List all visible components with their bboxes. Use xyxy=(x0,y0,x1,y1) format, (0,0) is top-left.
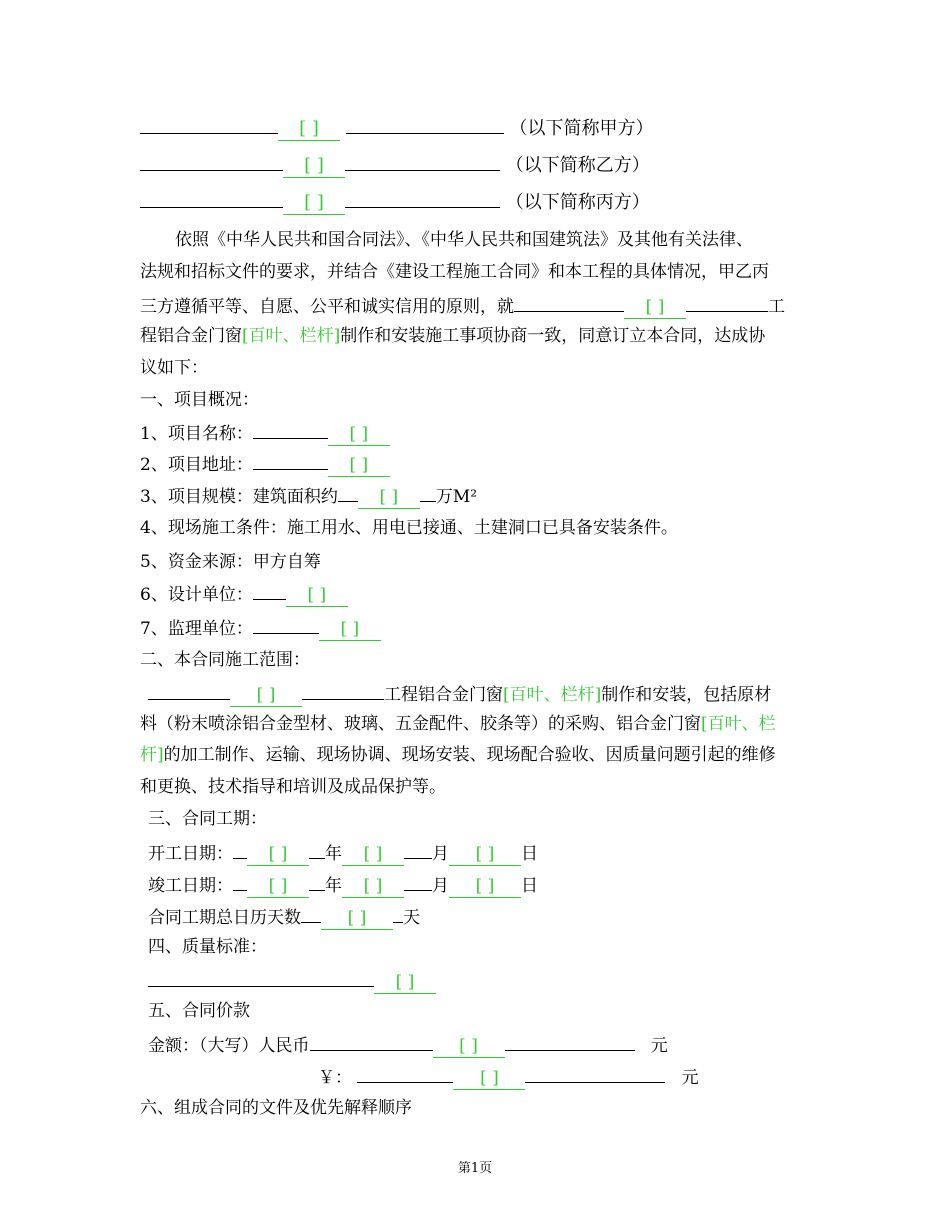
project-scale-placeholder[interactable]: [ ] xyxy=(358,486,420,509)
project-name-label: 1、项目名称： xyxy=(140,424,253,444)
blank-line[interactable] xyxy=(302,681,384,700)
intro-line-2: 法规和招标文件的要求，并结合《建设工程施工合同》和本工程的具体情况，甲乙丙 xyxy=(140,262,769,282)
start-date-label: 开工日期： xyxy=(148,844,233,864)
section-3-title: 三、合同工期： xyxy=(148,809,267,829)
yuan-label: 元 xyxy=(681,1068,699,1088)
party-c-suffix: （以下简称丙方） xyxy=(505,192,650,213)
intro-line-3-end: 工 xyxy=(768,297,785,317)
start-date-row xyxy=(148,840,538,866)
intro-line-3 xyxy=(140,293,785,319)
blank-line[interactable] xyxy=(310,1032,433,1051)
page-number: 第1页 xyxy=(457,1161,493,1176)
project-address-placeholder[interactable]: [ ] xyxy=(328,454,390,477)
blinds-railings-note-end: 杆] xyxy=(140,745,164,765)
blank-line[interactable] xyxy=(148,681,230,700)
blank-line[interactable] xyxy=(253,420,328,439)
total-days-placeholder[interactable]: [ ] xyxy=(321,907,393,930)
blank-line[interactable] xyxy=(346,115,504,134)
scope-line-3 xyxy=(140,744,776,766)
party-b-line xyxy=(140,152,650,178)
amount-figures-row xyxy=(318,1064,699,1090)
day-label: 日 xyxy=(521,844,538,864)
party-a-line xyxy=(140,115,653,141)
party-c-line xyxy=(140,189,650,215)
supervision-unit-row xyxy=(140,615,381,641)
rmb-symbol: ￥： xyxy=(318,1068,352,1088)
party-c-placeholder[interactable]: [ ] xyxy=(283,192,345,215)
blank-line[interactable] xyxy=(233,840,247,859)
blank-line[interactable] xyxy=(345,189,500,208)
amount-words-label: 金额：（大写）人民币 xyxy=(148,1036,310,1056)
scope-line-1-rest: 制作和安装，包括原材 xyxy=(601,685,772,705)
blank-line[interactable] xyxy=(345,152,500,171)
section-6-title: 六、组成合同的文件及优先解释顺序 xyxy=(140,1098,412,1118)
blinds-railings-note: [百叶、栏杆] xyxy=(242,326,341,346)
supervision-unit-label: 7、监理单位： xyxy=(140,619,253,639)
scope-line-3-text: 的加工制作、运输、现场协调、现场安装、现场配合验收、因质量问题引起的维修 xyxy=(163,745,776,765)
blank-line[interactable] xyxy=(253,451,328,470)
blank-line[interactable] xyxy=(301,904,321,923)
scope-line-2 xyxy=(140,713,776,735)
supervision-unit-placeholder[interactable]: [ ] xyxy=(319,618,381,641)
amount-words-row xyxy=(148,1032,668,1058)
design-unit-placeholder[interactable]: [ ] xyxy=(286,584,348,607)
blank-line[interactable] xyxy=(404,840,432,859)
intro-line-1: 依照《中华人民共和国合同法》、《中华人民共和国建筑法》及其他有关法律、 xyxy=(175,230,753,250)
day-label: 日 xyxy=(521,876,538,896)
yuan-label: 元 xyxy=(650,1036,668,1056)
section-1-title: 一、项目概况： xyxy=(140,390,259,410)
scope-line-4: 和更换、技术指导和培训及成品保护等。 xyxy=(140,777,446,797)
scope-line-1-text: 工程铝合金门窗 xyxy=(384,685,503,705)
intro-line-4 xyxy=(140,325,765,347)
amount-figures-placeholder[interactable]: [ ] xyxy=(453,1067,525,1090)
intro-line-3-text: 三方遵循平等、自愿、公平和诚实信用的原则，就 xyxy=(140,297,514,317)
section-5-title: 五、合同价款 xyxy=(148,1001,250,1021)
end-year-placeholder[interactable]: [ ] xyxy=(247,875,309,898)
intro-line-5: 议如下： xyxy=(140,358,208,378)
blank-line[interactable] xyxy=(233,872,247,891)
scope-line-2-text: 料（粉末喷涂铝合金型材、玻璃、五金配件、胶条等）的采购、铝合金门窗 xyxy=(140,714,701,734)
scope-project-placeholder[interactable]: [ ] xyxy=(230,684,302,707)
section-4-title: 四、质量标准： xyxy=(148,937,267,957)
blank-line[interactable] xyxy=(514,293,624,312)
party-b-suffix: （以下简称乙方） xyxy=(505,155,650,176)
year-label: 年 xyxy=(325,876,342,896)
blinds-railings-note: [百叶、栏 xyxy=(701,714,776,734)
blank-line[interactable] xyxy=(686,293,768,312)
blank-line[interactable] xyxy=(393,904,403,923)
end-day-placeholder[interactable]: [ ] xyxy=(449,875,521,898)
section-2-title: 二、本合同施工范围： xyxy=(140,650,310,670)
blank-line[interactable] xyxy=(357,1064,453,1083)
project-placeholder[interactable]: [ ] xyxy=(624,296,686,319)
blinds-railings-note: [百叶、栏杆] xyxy=(503,685,602,705)
month-label: 月 xyxy=(432,844,449,864)
start-day-placeholder[interactable]: [ ] xyxy=(449,843,521,866)
party-a-suffix: （以下简称甲方） xyxy=(509,118,654,139)
intro-line-4-rest: 制作和安装施工事项协商一致，同意订立本合同，达成协 xyxy=(340,326,766,346)
design-unit-label: 6、设计单位： xyxy=(140,585,253,605)
total-days-unit: 天 xyxy=(403,908,420,928)
blank-line[interactable] xyxy=(253,581,286,600)
funding-source: 5、资金来源：甲方自筹 xyxy=(140,552,321,572)
amount-words-placeholder[interactable]: [ ] xyxy=(433,1035,505,1058)
design-unit-row xyxy=(140,581,348,607)
quality-standard-row xyxy=(148,968,436,994)
month-label: 月 xyxy=(432,876,449,896)
intro-line-4-text: 程铝合金门窗 xyxy=(140,326,242,346)
total-days-label: 合同工期总日历天数 xyxy=(148,908,301,928)
project-scale-row xyxy=(140,483,477,509)
party-b-placeholder[interactable]: [ ] xyxy=(283,155,345,178)
project-address-row xyxy=(140,451,390,477)
scope-line-1 xyxy=(148,681,771,707)
start-year-placeholder[interactable]: [ ] xyxy=(247,843,309,866)
blank-line[interactable] xyxy=(309,840,325,859)
site-conditions: 4、现场施工条件：施工用水、用电已接通、土建洞口已具备安装条件。 xyxy=(140,518,678,538)
blank-line[interactable] xyxy=(140,189,283,208)
blank-line[interactable] xyxy=(525,1064,665,1083)
project-scale-label: 3、项目规模：建筑面积约 xyxy=(140,487,338,507)
blank-line[interactable] xyxy=(140,115,278,134)
blank-line[interactable] xyxy=(420,483,436,502)
party-a-placeholder[interactable]: [ ] xyxy=(278,118,340,141)
total-days-row xyxy=(148,904,420,930)
blank-line[interactable] xyxy=(309,872,325,891)
end-date-row xyxy=(148,872,538,898)
project-name-placeholder[interactable]: [ ] xyxy=(328,423,390,446)
start-month-placeholder[interactable]: [ ] xyxy=(342,843,404,866)
blank-line[interactable] xyxy=(338,483,358,502)
project-name-row xyxy=(140,420,390,446)
end-date-label: 竣工日期： xyxy=(148,876,233,896)
quality-standard-placeholder[interactable]: [ ] xyxy=(374,971,436,994)
blank-line[interactable] xyxy=(148,968,374,987)
blank-line[interactable] xyxy=(140,152,283,171)
blank-line[interactable] xyxy=(404,872,432,891)
end-month-placeholder[interactable]: [ ] xyxy=(342,875,404,898)
project-address-label: 2、项目地址： xyxy=(140,455,253,475)
year-label: 年 xyxy=(325,844,342,864)
project-scale-unit: 万M² xyxy=(435,487,478,507)
blank-line[interactable] xyxy=(253,615,319,634)
blank-line[interactable] xyxy=(505,1032,635,1051)
